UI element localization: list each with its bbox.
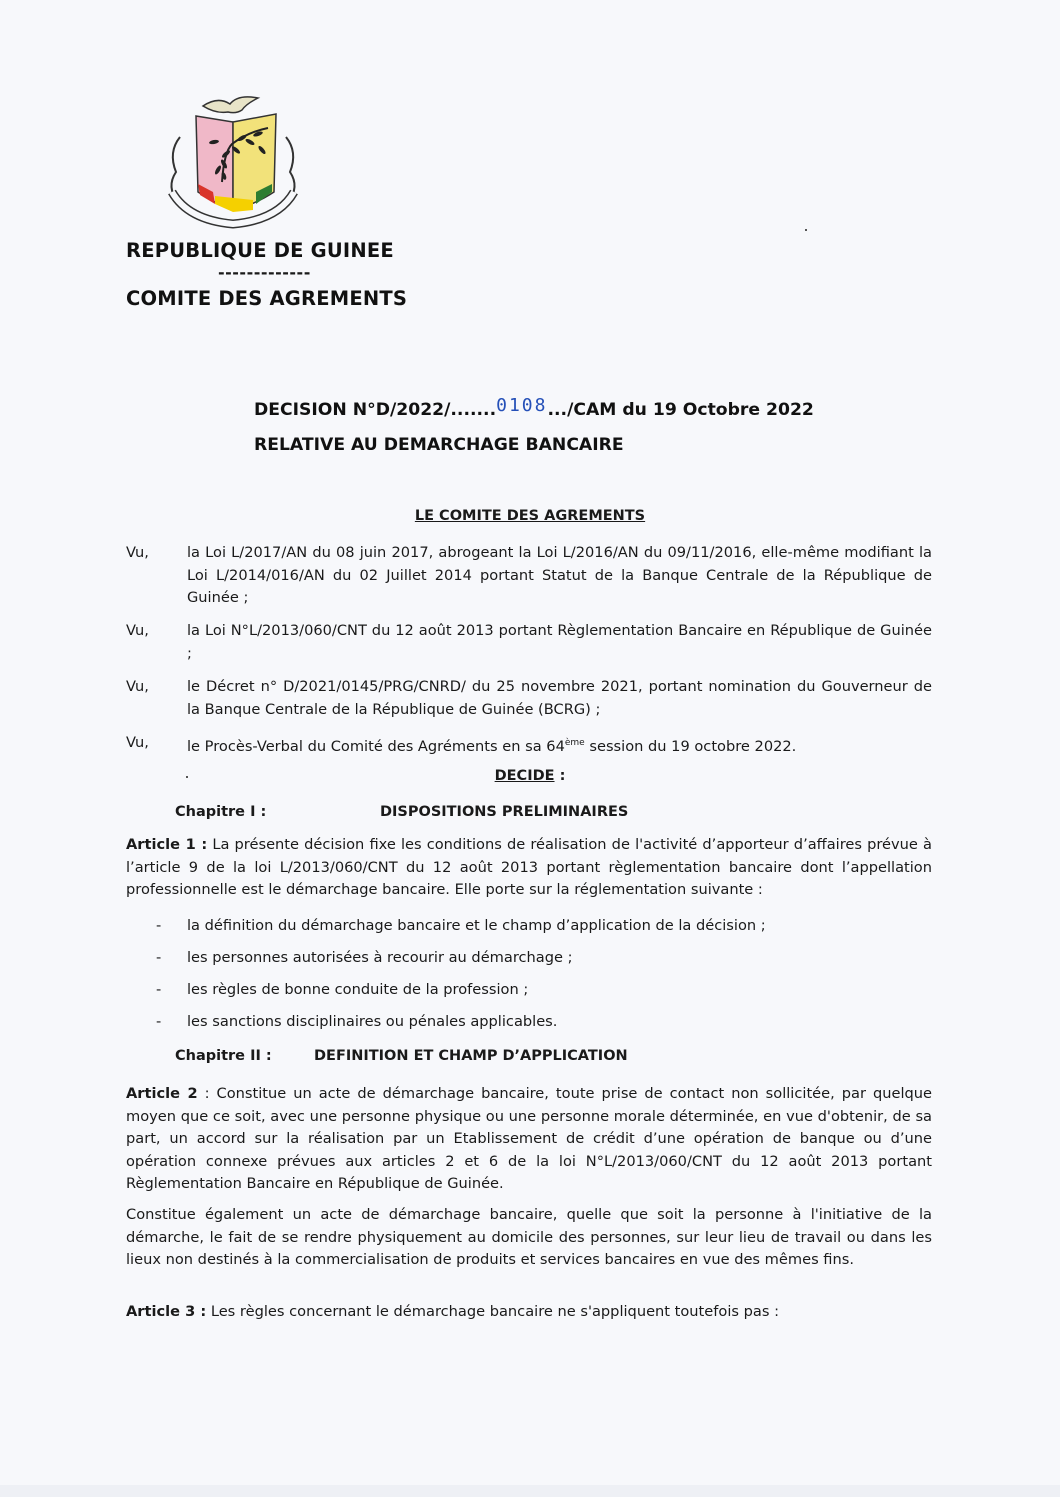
decide-heading-text: DECIDE — [494, 768, 555, 784]
list-item — [156, 1013, 557, 1030]
article-2-label: Article 2 — [126, 1085, 198, 1102]
page-bottom-edge — [0, 1485, 1060, 1497]
preamble-text-after: session du 19 octobre 2022. — [584, 737, 797, 755]
bullet-marker: - — [156, 949, 162, 966]
decision-prefix: DECISION N°D/2022/....... — [254, 400, 497, 420]
article-3 — [126, 1301, 932, 1324]
list-item-text: la définition du démarchage bancaire et le champ d’application de la décision ; — [187, 917, 766, 934]
vu-label: Vu, — [126, 544, 149, 561]
preamble-text: la Loi N°L/2013/060/CNT du 12 août 2013 portant Règlementation Bancaire en République de Guinée ; — [187, 622, 932, 662]
preamble-text: le Décret n° D/2021/0145/PRG/CNRD/ du 25 novembre 2021, portant nomination du Gouverneur de la Banque Centrale de la République de Guinée (BCRG) ; — [187, 678, 932, 718]
vu-label: Vu, — [126, 678, 149, 695]
committee-name: COMITE DES AGREMENTS — [126, 287, 408, 310]
ordinal-superscript: ème — [564, 738, 585, 748]
preamble-text: la Loi L/2017/AN du 08 juin 2017, abrogeant la Loi L/2016/AN du 09/11/2016, elle-même modifiant la Loi L/2014/016/AN du 02 Juillet 2014 portant Statut de la Banque Centrale de la République de Guinée ; — [187, 544, 932, 606]
dove-icon — [203, 97, 258, 113]
article-2 — [126, 1083, 932, 1196]
chapter-1-label: Chapitre I : — [175, 804, 267, 820]
article-1 — [126, 834, 932, 902]
list-item — [156, 917, 766, 934]
list-item — [156, 981, 528, 998]
list-item-text: les personnes autorisées à recourir au démarchage ; — [187, 949, 573, 966]
list-item — [156, 949, 573, 966]
bullet-marker: - — [156, 917, 162, 934]
decision-subject: RELATIVE AU DEMARCHAGE BANCAIRE — [254, 435, 624, 455]
list-item-text: les règles de bonne conduite de la profession ; — [187, 981, 529, 998]
article-3-text: Les règles concernant le démarchage bancaire ne s'appliquent toutefois pas : — [206, 1303, 779, 1320]
chapter-2-title: DEFINITION ET CHAMP D’APPLICATION — [314, 1048, 628, 1064]
article-1-label: Article 1 : — [126, 836, 208, 853]
article-2-text: : Constitue un acte de démarchage bancaire, toute prise de contact non sollicitée, par quelque moyen que ce soit, avec une personne physique ou une personne morale déterminée, en vue d'obtenir, de sa part, un accord sur la réalisation par un Etablissement de crédit d’une opération de banque ou d’une opération connexe prévues aux articles 2 et 6 de la loi N°L/2013/060/CNT du 12 août 2013 portant Règlementation Bancaire en République de Guinée. — [126, 1085, 932, 1192]
guinea-coat-of-arms-emblem — [158, 92, 308, 232]
preamble-item — [126, 732, 932, 758]
bullet-marker: - — [156, 1013, 162, 1030]
decision-title — [254, 395, 814, 420]
scan-speck — [805, 229, 807, 231]
preamble-heading — [0, 508, 1060, 524]
bullet-marker: - — [156, 981, 162, 998]
preamble-item — [126, 676, 932, 721]
chapter-2-label: Chapitre II : — [175, 1048, 272, 1064]
list-item-text: les sanctions disciplinaires ou pénales applicables. — [187, 1013, 558, 1030]
decide-heading — [0, 768, 1060, 784]
scan-speck — [186, 776, 188, 778]
country-name: REPUBLIQUE DE GUINEE — [126, 239, 394, 262]
preamble-item — [126, 620, 932, 665]
decision-number-stamp: 0108 — [496, 395, 548, 416]
decision-suffix: .../CAM du 19 Octobre 2022 — [547, 400, 814, 420]
header-separator: ------------- — [218, 263, 311, 282]
vu-label: Vu, — [126, 734, 149, 751]
article-3-label: Article 3 : — [126, 1303, 207, 1320]
decide-colon: : — [554, 768, 566, 784]
article-1-text: La présente décision fixe les conditions de réalisation de l'activité d’apporteur d’affaires prévue à l’article 9 de la loi L/2013/060/CNT du 12 août 2013 portant règlementation bancaire dont l’appellation professionnelle est le démarchage bancaire. Elle porte sur la réglementation suivante : — [126, 836, 932, 898]
article-2-paragraph-2: Constitue également un acte de démarchage bancaire, quelle que soit la personne à l'initiative de la démarche, le fait de se rendre physiquement au domicile des personnes, sur leur lieu de travail ou dans les lieux non destinés à la commercialisation de produits et services bancaires en vue des mêmes fins. — [126, 1206, 932, 1268]
shield-yellow — [233, 114, 276, 210]
preamble-item — [126, 542, 932, 610]
preamble-heading-text: LE COMITE DES AGREMENTS — [414, 508, 646, 524]
preamble-text — [187, 732, 932, 758]
vu-label: Vu, — [126, 622, 149, 639]
chapter-1-title: DISPOSITIONS PRELIMINAIRES — [380, 804, 629, 820]
preamble-text-before: le Procès-Verbal du Comité des Agréments en sa 64 — [187, 737, 565, 755]
